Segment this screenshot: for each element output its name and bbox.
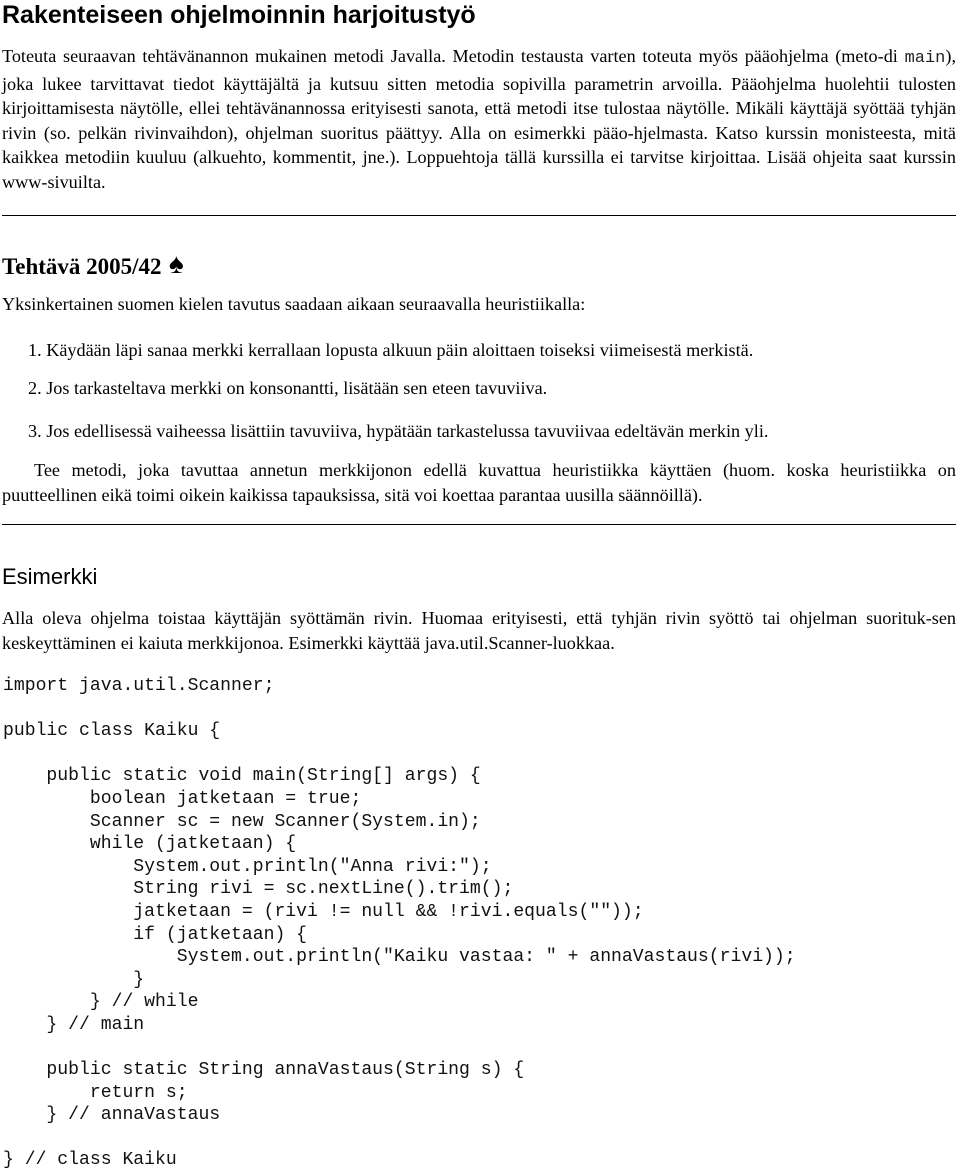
task-step-3: 3. Jos edellisessä vaiheessa lisättiin tavuviiva, hypätään tarkastelussa tavuviivaa edeltävän merkin yli. bbox=[28, 421, 769, 441]
example-paragraph: Alla oleva ohjelma toistaa käyttäjän syöttämän rivin. Huomaa erityisesti, että tyhjän rivin syöttö tai ohjelman suorituk-sen keskeyttäminen ei kaiuta merkkijonoa. Esimerkki käyttää java.util.Scanner-luokkaa. bbox=[2, 608, 956, 653]
document-title: Rakenteiseen ohjelmoinnin harjoitustyö bbox=[2, 1, 476, 29]
example-heading: Esimerkki bbox=[2, 564, 98, 589]
divider-middle bbox=[2, 524, 956, 525]
task-lead: Yksinkertainen suomen kielen tavutus saadaan aikaan seuraavalla heuristiikalla: bbox=[2, 294, 586, 314]
divider-top bbox=[2, 215, 956, 216]
main-code-inline: main bbox=[904, 49, 946, 68]
spade-icon: ♠ bbox=[169, 249, 184, 280]
intro-text-part1: Toteuta seuraavan tehtävänannon mukainen metodi Javalla. Metodin testausta varten toteuta myös pääohjelma (meto-di bbox=[2, 46, 905, 66]
intro-text-part2: ), joka lukee tarvittavat tiedot käyttäjältä ja kutsuu sitten metodia sopivilla parametrin arvoilla. Pääohjelma huolehtii tulosten kirjoittamisesta näytölle, ellei tehtävänannossa erityisesti sanota, että metodi itse tulostaa näytölle. Mikäli käyttäjä syöttää tyhjän rivin (so. pelkän rivinvaihdon), ohjelman suoritus päättyy. Alla on esimerkki pääo-hjelmasta. Katso kurssin monisteesta, mitä kaikkea metodiin kuuluu (alkuehto, kommentit, jne.). Loppuehtoja tällä kurssilla ei tarvitse kirjoittaa. Lisää ohjeita saat kurssin www-sivuilta. bbox=[2, 46, 956, 192]
task-step-1: 1. Käydään läpi sanaa merkki kerrallaan lopusta alkuun päin aloittaen toiseksi viimeisestä merkistä. bbox=[28, 340, 754, 360]
code-listing: import java.util.Scanner; public class Kaiku { public static void main(String[] args) { boolean jatketaan = true; Scanner sc = new Scanner(System.in); while (jatketaan) { System.out.println("Anna rivi:"); String rivi = sc.nextLine().trim(); jatketaan = (rivi != null && !rivi.equals("")); if (jatketaan) { System.out.println("Kaiku vastaa: " + annaVastaus(rivi)); } } // while } // main public static String annaVastaus(String s) { return s; } // annaVastaus } // class Kaiku bbox=[3, 676, 796, 1171]
task-heading: Tehtävä 2005/42 bbox=[2, 254, 162, 279]
intro-paragraph bbox=[2, 44, 956, 195]
task-step-2: 2. Jos tarkasteltava merkki on konsonantti, lisätään sen eteen tavuviiva. bbox=[28, 378, 548, 398]
task-description: Tee metodi, joka tavuttaa annetun merkkijonon edellä kuvattua heuristiikka käyttäen (huom. koska heuristiikka on puutteellinen eikä toimi oikein kaikissa tapauksissa, sitä voi koettaa parantaa uusilla säännöillä). bbox=[2, 460, 956, 505]
